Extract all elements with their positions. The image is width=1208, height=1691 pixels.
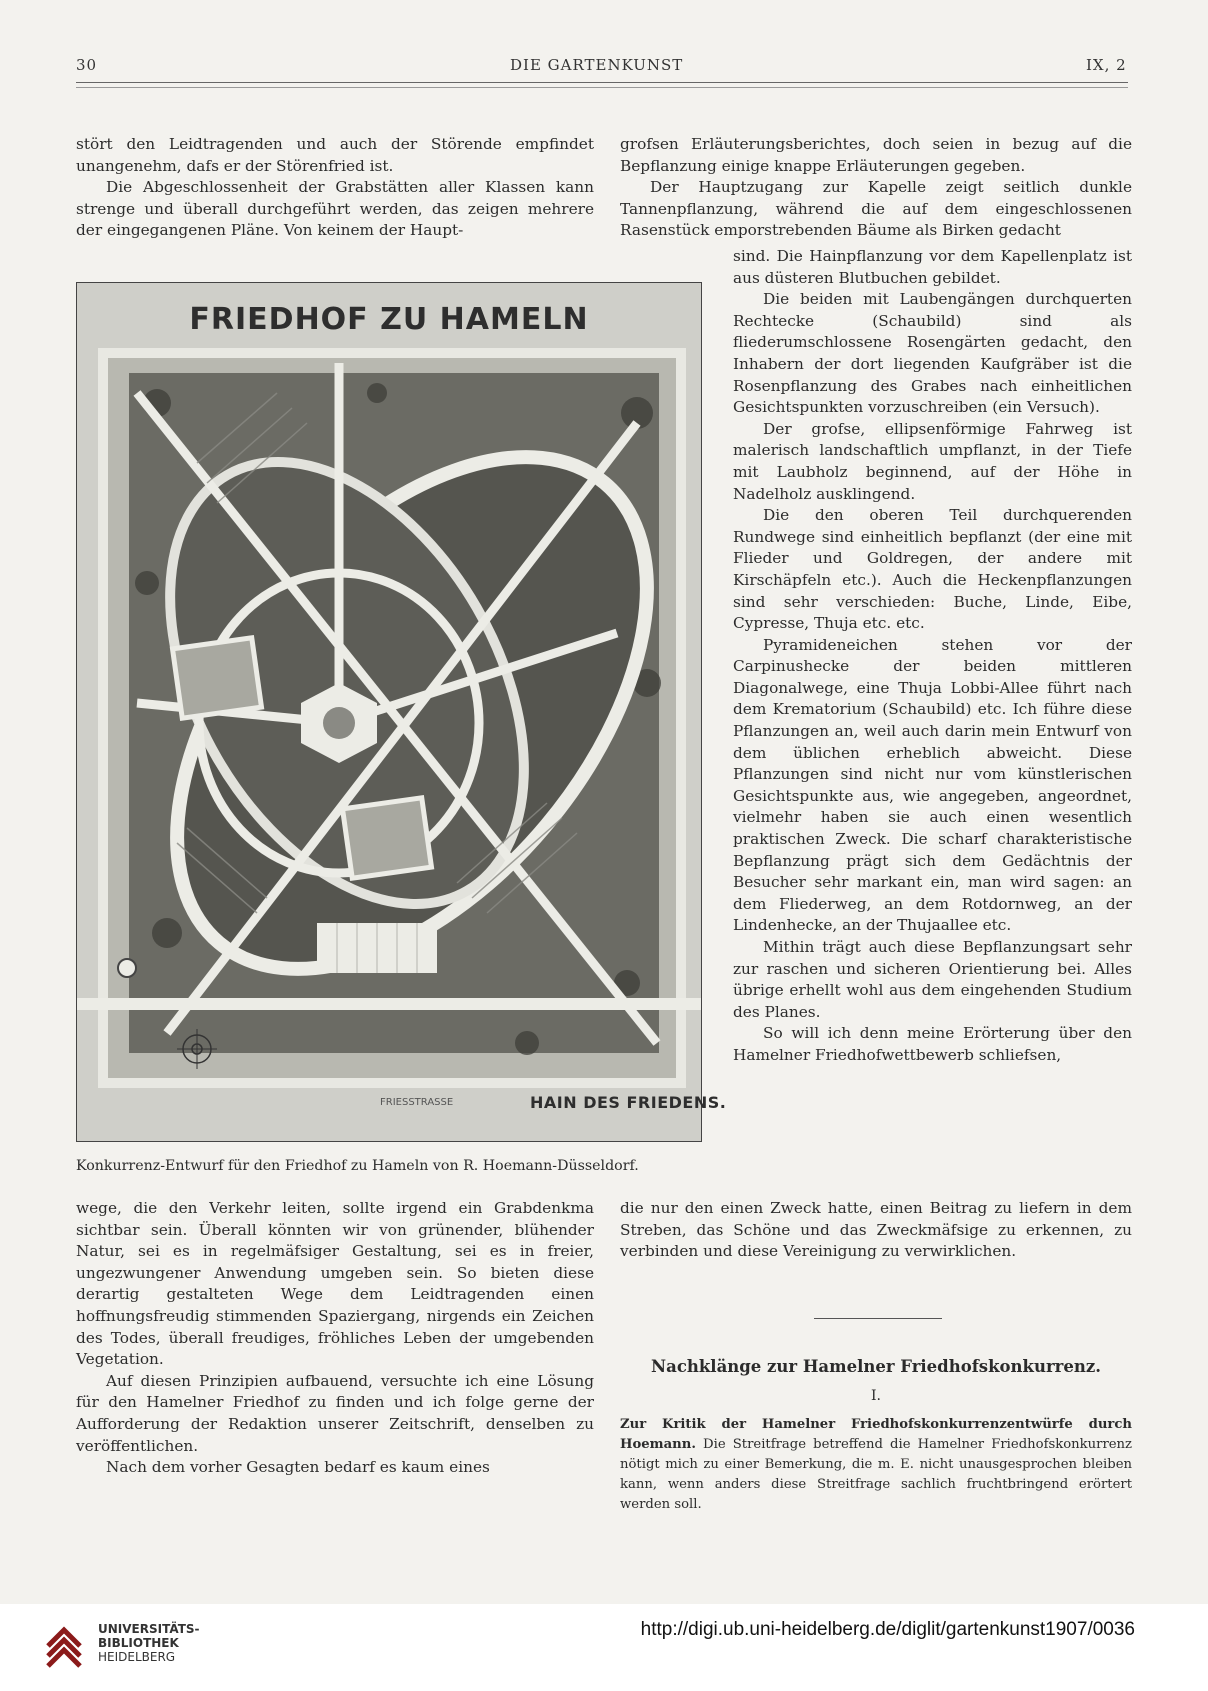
section-separator (814, 1318, 942, 1319)
paragraph: die nur den einen Zweck hatte, einen Beitrag zu liefern in dem Streben, das Schöne und das Zweckmäfsige zu erkennen, zu verbinden und diese Vereinigung zu verwirklichen. (620, 1199, 1132, 1261)
figure-title: FRIEDHOF ZU HAMELN (189, 302, 589, 337)
left-column-top (76, 134, 594, 242)
figure-street-label: FRIESSTRASSE (380, 1097, 454, 1108)
paragraph: stört den Leidtragenden und auch der Störende empfindet unangenehm, dafs er der Störenfried ist. (76, 135, 594, 175)
paragraph: Der grofse, ellipsenförmige Fahrweg ist malerisch landschaftlich umpflanzt, in der Tiefe mit Laubholz beginnend, auf der Höhe in Nadelholz ausklingend. (733, 419, 1132, 503)
paragraph: wege, die den Verkehr leiten, sollte irgend ein Grabdenkma sichtbar sein. Überall könnten wir von grünender, blühender Natur, sei es in regelmäfsiger Gestaltung, sei es in freier, ungezwungener Anwendung umgeben sein. So bieten diese derartig gestalteten Wege dem Leidtragenden einen hoffnungsfreudig stimmenden Spaziergang, nirgends ein Zeichen des Todes, überall freudiges, fröhliches Leben der umgebenden Vegetation. (76, 1199, 594, 1369)
library-name-line: HEIDELBERG (98, 1650, 176, 1664)
header-rule (76, 82, 1128, 83)
cemetery-plan-drawing (77, 283, 702, 1142)
university-library-logo-icon (42, 1616, 90, 1676)
paragraph: Der Hauptzugang zur Kapelle zeigt seitlich dunkle Tannenpflanzung, während die auf dem eingeschlossenen Rasenstück emporstrebenden Bäume als Birken gedacht (620, 178, 1132, 240)
paragraph: Pyramideneichen stehen vor der Carpinushecke der beiden mittleren Diagonalwege, eine Thuja Lobbi-Allee führt nach dem Krematorium (Schaubild) etc. Ich führe diese Pflanzungen an, weil auch darin mein Entwurf von dem üblichen erheblich abweicht. Diese Pflanzungen sind nicht nur vom künstlerischen Gesichtspunkte aus, wie angegeben, angeordnet, vielmehr haben sie auch einen wesentlich praktischen Zweck. Die scharf charakteristische Bepflanzung prägt sich dem Gedächtnis der Besucher sehr markant ein, man wird sagen: an dem Fliederweg, an dem Rotdornweg, an der Lindenhecke, an der Thujaallee etc. (733, 635, 1132, 935)
section-number: I. (871, 1388, 881, 1404)
section-lead: Zur Kritik der Hamelner Friedhofskonkurrenzentwürfe durch Hoemann. (620, 1417, 1132, 1452)
paragraph: sind. Die Hainpflanzung vor dem Kapellenplatz ist aus düsteren Blutbuchen gebildet. (733, 247, 1132, 287)
header-rule-thin (76, 87, 1128, 88)
section-title: Nachklänge zur Hamelner Friedhofskonkurrenz. (651, 1357, 1101, 1376)
right-column-top (620, 134, 1132, 242)
paragraph: Nach dem vorher Gesagten bedarf es kaum eines (106, 1458, 490, 1477)
paragraph: Mithin trägt auch diese Bepflanzungsart sehr zur raschen und sicheren Orientierung bei. Alles übrige erhellt wohl aus dem eingehenden Studium des Planes. (733, 938, 1132, 1021)
right-column-bottom (620, 1198, 1132, 1263)
page-number: 30 (76, 56, 98, 74)
paragraph: Die Abgeschlossenheit der Grabstätten aller Klassen kann strenge und überall durchgeführt werden, das zeigen mehrere der eingegangenen Pläne. Von keinem der Haupt- (76, 178, 594, 240)
figure-hain-label: HAIN DES FRIEDENS. (530, 1093, 727, 1112)
paragraph: So will ich denn meine Erörterung über den Hamelner Friedhofwettbewerb schliefsen, (733, 1024, 1132, 1064)
library-name-line: BIBLIOTHEK (98, 1636, 179, 1650)
cemetery-plan-figure (76, 282, 702, 1142)
paragraph: Die beiden mit Laubengängen durchquerten Rechtecke (Schaubild) sind als fliederumschlossene Rosengärten gedacht, den Inhabern der dort liegenden Kaufgräber ist die Rosenpflanzung des Grabes nach einheitlichen Gesichtspunkten vorzuschreiben (ein Versuch). (733, 290, 1132, 417)
paragraph: Auf diesen Prinzipien aufbauend, versuchte ich eine Lösung für den Hamelner Friedhof zu finden und ich folge gerne der Aufforderung der Redaktion unserer Zeitschrift, denselben zu veröffentlichen. (76, 1371, 594, 1455)
paragraph: grofsen Erläuterungsberichtes, doch seien in bezug auf die Bepflanzung einige knappe Erläuterungen gegeben. (620, 135, 1132, 175)
left-column-bottom (76, 1198, 594, 1479)
right-column-narrow (733, 246, 1132, 1067)
figure-caption: Konkurrenz-Entwurf für den Friedhof zu Hameln von R. Hoemann-Düsseldorf. (76, 1158, 639, 1174)
library-name (98, 1622, 200, 1664)
paragraph: Die den oberen Teil durchquerenden Rundwege sind einheitlich bepflanzt (der eine mit Flieder und Goldregen, der andere mit Kirschäpfeln etc.). Auch die Heckenpflanzungen sind sehr verschieden: Buche, Linde, Eibe, Cypresse, Thuja etc. etc. (733, 506, 1132, 633)
issue-number: IX, 2 (1086, 56, 1127, 74)
section-body (620, 1415, 1132, 1515)
section-text: Die Streitfrage betreffend die Hamelner Friedhofskonkurrenz nötigt mich zu einer Bemerkung, die m. E. nicht unausgesprochen bleiben kann, wenn anders diese Streitfrage sachlich fruchtbringend erörtert werden soll. (620, 1437, 1132, 1512)
library-name-line: UNIVERSITÄTS- (98, 1622, 200, 1636)
journal-title: DIE GARTENKUNST (510, 56, 684, 74)
source-url-link[interactable]: http://digi.ub.uni-heidelberg.de/diglit/gartenkunst1907/0036 (640, 1619, 1135, 1640)
